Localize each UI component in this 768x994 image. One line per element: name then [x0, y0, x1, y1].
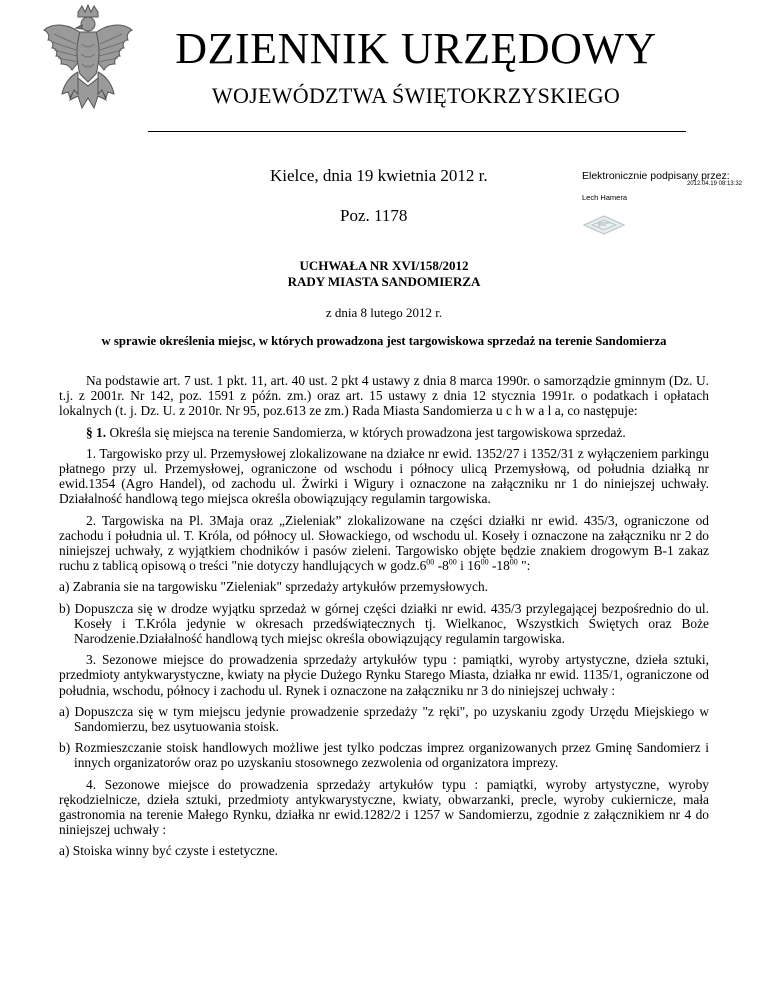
publication-subtitle: WOJEWÓDZTWA ŚWIĘTOKRZYSKIEGO: [211, 83, 621, 108]
signature-timestamp: 2012.04.19 08:13:32: [686, 181, 742, 187]
paragraph-2-text: i 16: [456, 558, 481, 574]
paragraph-1: 1. Targowisko przy ul. Przemysłowej zlokalizowane na działce nr ewid. 1352/27 i 1352/31 z wyłączeniem parkingu płatnego przy ul. Przemysłowej, ograniczone od wschodu i północy ulicą Przemysłową, od południa działką nr ewid.1354 (Agro Handel), od zachodu ul. Żwirki i Wigury i oznaczone na załączniku nr 1 do niniejszej uchwały. Działalność handlową tego miejsca określa obowiązujący regulamin targowiska.: [59, 445, 709, 507]
paragraph-3b: b) Rozmieszczanie stoisk handlowych możliwe jest tylko podczas imprez organizowanych przez Gminę Sandomierz i innych organizatorów oraz po uzyskaniu stosownego zezwolenia od organizatora imprezy.: [59, 740, 709, 771]
paragraph-2-text: -8: [434, 558, 449, 574]
issuing-body: RADY MIASTA SANDOMIERZA: [287, 274, 481, 289]
time-superscript: 00: [426, 557, 435, 567]
resolution-body: [59, 373, 709, 859]
paragraph-2-text: ":: [517, 558, 531, 574]
paragraph-4a: a) Stoiska winny być czyste i estetyczne.: [59, 843, 279, 859]
paragraph-2a: a) Zabrania sie na targowisku "Zieleniak" sprzedaży artykułów przemysłowych.: [59, 579, 488, 595]
time-superscript: 00: [509, 557, 518, 567]
resolution-date: z dnia 8 lutego 2012 r.: [325, 305, 443, 320]
signature-seal-icon: [582, 214, 626, 236]
section-text: Określa się miejsca na terenie Sandomierza, w których prowadzona jest targowiskowa sprzedaż.: [109, 424, 626, 440]
resolution-number: UCHWAŁA NR XVI/158/2012: [299, 258, 469, 273]
time-superscript: 00: [448, 557, 457, 567]
section-label: § 1.: [86, 424, 107, 440]
preamble: Na podstawie art. 7 ust. 1 pkt. 11, art. 40 ust. 2 pkt 4 ustawy z dnia 8 marca 1990r. o samorządzie gminnym (Dz. U. t.j. z 2001r. Nr 142, poz. 1591 z późn. zm.) oraz art. 15 ustawy z dnia 12 stycznia 1991r. o podatkach i opłatach lokalnych (t. j. Dz. U. z 2010r. Nr 95, poz.613 ze zm.) Rada Miasta Sandomierza u c h w a l a, co następuje:: [59, 373, 709, 419]
issue-place-date: Kielce, dnia 19 kwietnia 2012 r.: [270, 166, 488, 185]
paragraph-4: 4. Sezonowe miejsce do prowadzenia sprzedaży artykułów typu : pamiątki, wyroby artystyczne, wyroby rękodzielnicze, dzieła sztuki, przedmioty antykwarystyczne, kwiaty, obwarzanki, precle, wyroby cukiernicze, mała gastronomia na terenie Małego Rynku, działka nr ewid.1282/2 i 1257 w Sandomierzu, zgodnie z załącznikiem nr 4 do niniejszej uchwały :: [59, 776, 709, 838]
publication-title: DZIENNIK URZĘDOWY: [175, 24, 657, 73]
section-1: [59, 425, 709, 440]
paragraph-3a: a) Dopuszcza się w tym miejscu jedynie prowadzenie sprzedaży "z ręki", po uzyskaniu zgody Urzędu Miejskiego w Sandomierzu, bez usytuowania stoisk.: [59, 703, 709, 735]
paragraph-3: 3. Sezonowe miejsce do prowadzenia sprzedaży artykułów typu : pamiątki, wyroby artystyczne, dzieła sztuki, przedmioty antykwarystyczne, kwiaty na płycie Dużego Rynku Starego Miasta, działka nr ewid. 1135/1, ograniczone od południa, wschodu, północy i zachodu ul. Rynek i oznaczone na załączniku nr 3 do niniejszej uchwały :: [59, 652, 709, 698]
electronic-signature: [582, 170, 742, 202]
paragraph-2-text: 2. Targowiska na Pl. 3Maja oraz „Zieleniak” zlokalizowane na części działki nr ewid. 435/3, ograniczone od zachodu i południa ul. T. Króla, od północy ul. Słowackiego, od wschodu ul. Koseły i oznaczone na załączniku nr 2 do niniejszej uchwały, z wyjątkiem chodników i pasów zieleni. Targowisko objęte będzie znakiem drogowym B-1 zakaz ruchu z tablicą opisową o treści "nie dotyczy handlujących w godz.6: [59, 512, 709, 574]
masthead-divider: [148, 131, 686, 132]
paragraph-2b: b) Dopuszcza się w drodze wyjątku sprzedaż w górnej części działki nr ewid. 435/3 przylegającej bezpośrednio do ul. Koseły i T.Króla jedynie w okresach przedświątecznych tj. Wielkanoc, Wszystkich Świętych oraz Boże Narodzenie.Działalność handlową tych miejsc określa obowiązujący regulamin targowiska.: [59, 600, 709, 647]
resolution-subject: w sprawie określenia miejsc, w których prowadzona jest targowiskowa sprzedaż na terenie Sandomierza: [101, 334, 667, 348]
paragraph-2: [59, 513, 709, 574]
paragraph-2-text: -18: [488, 558, 510, 574]
signer-name: Lech Hamera: [582, 193, 628, 202]
item-position: Poz. 1178: [340, 206, 408, 225]
time-superscript: 00: [480, 557, 489, 567]
signature-label: Elektronicznie podpisany przez:: [582, 170, 730, 182]
